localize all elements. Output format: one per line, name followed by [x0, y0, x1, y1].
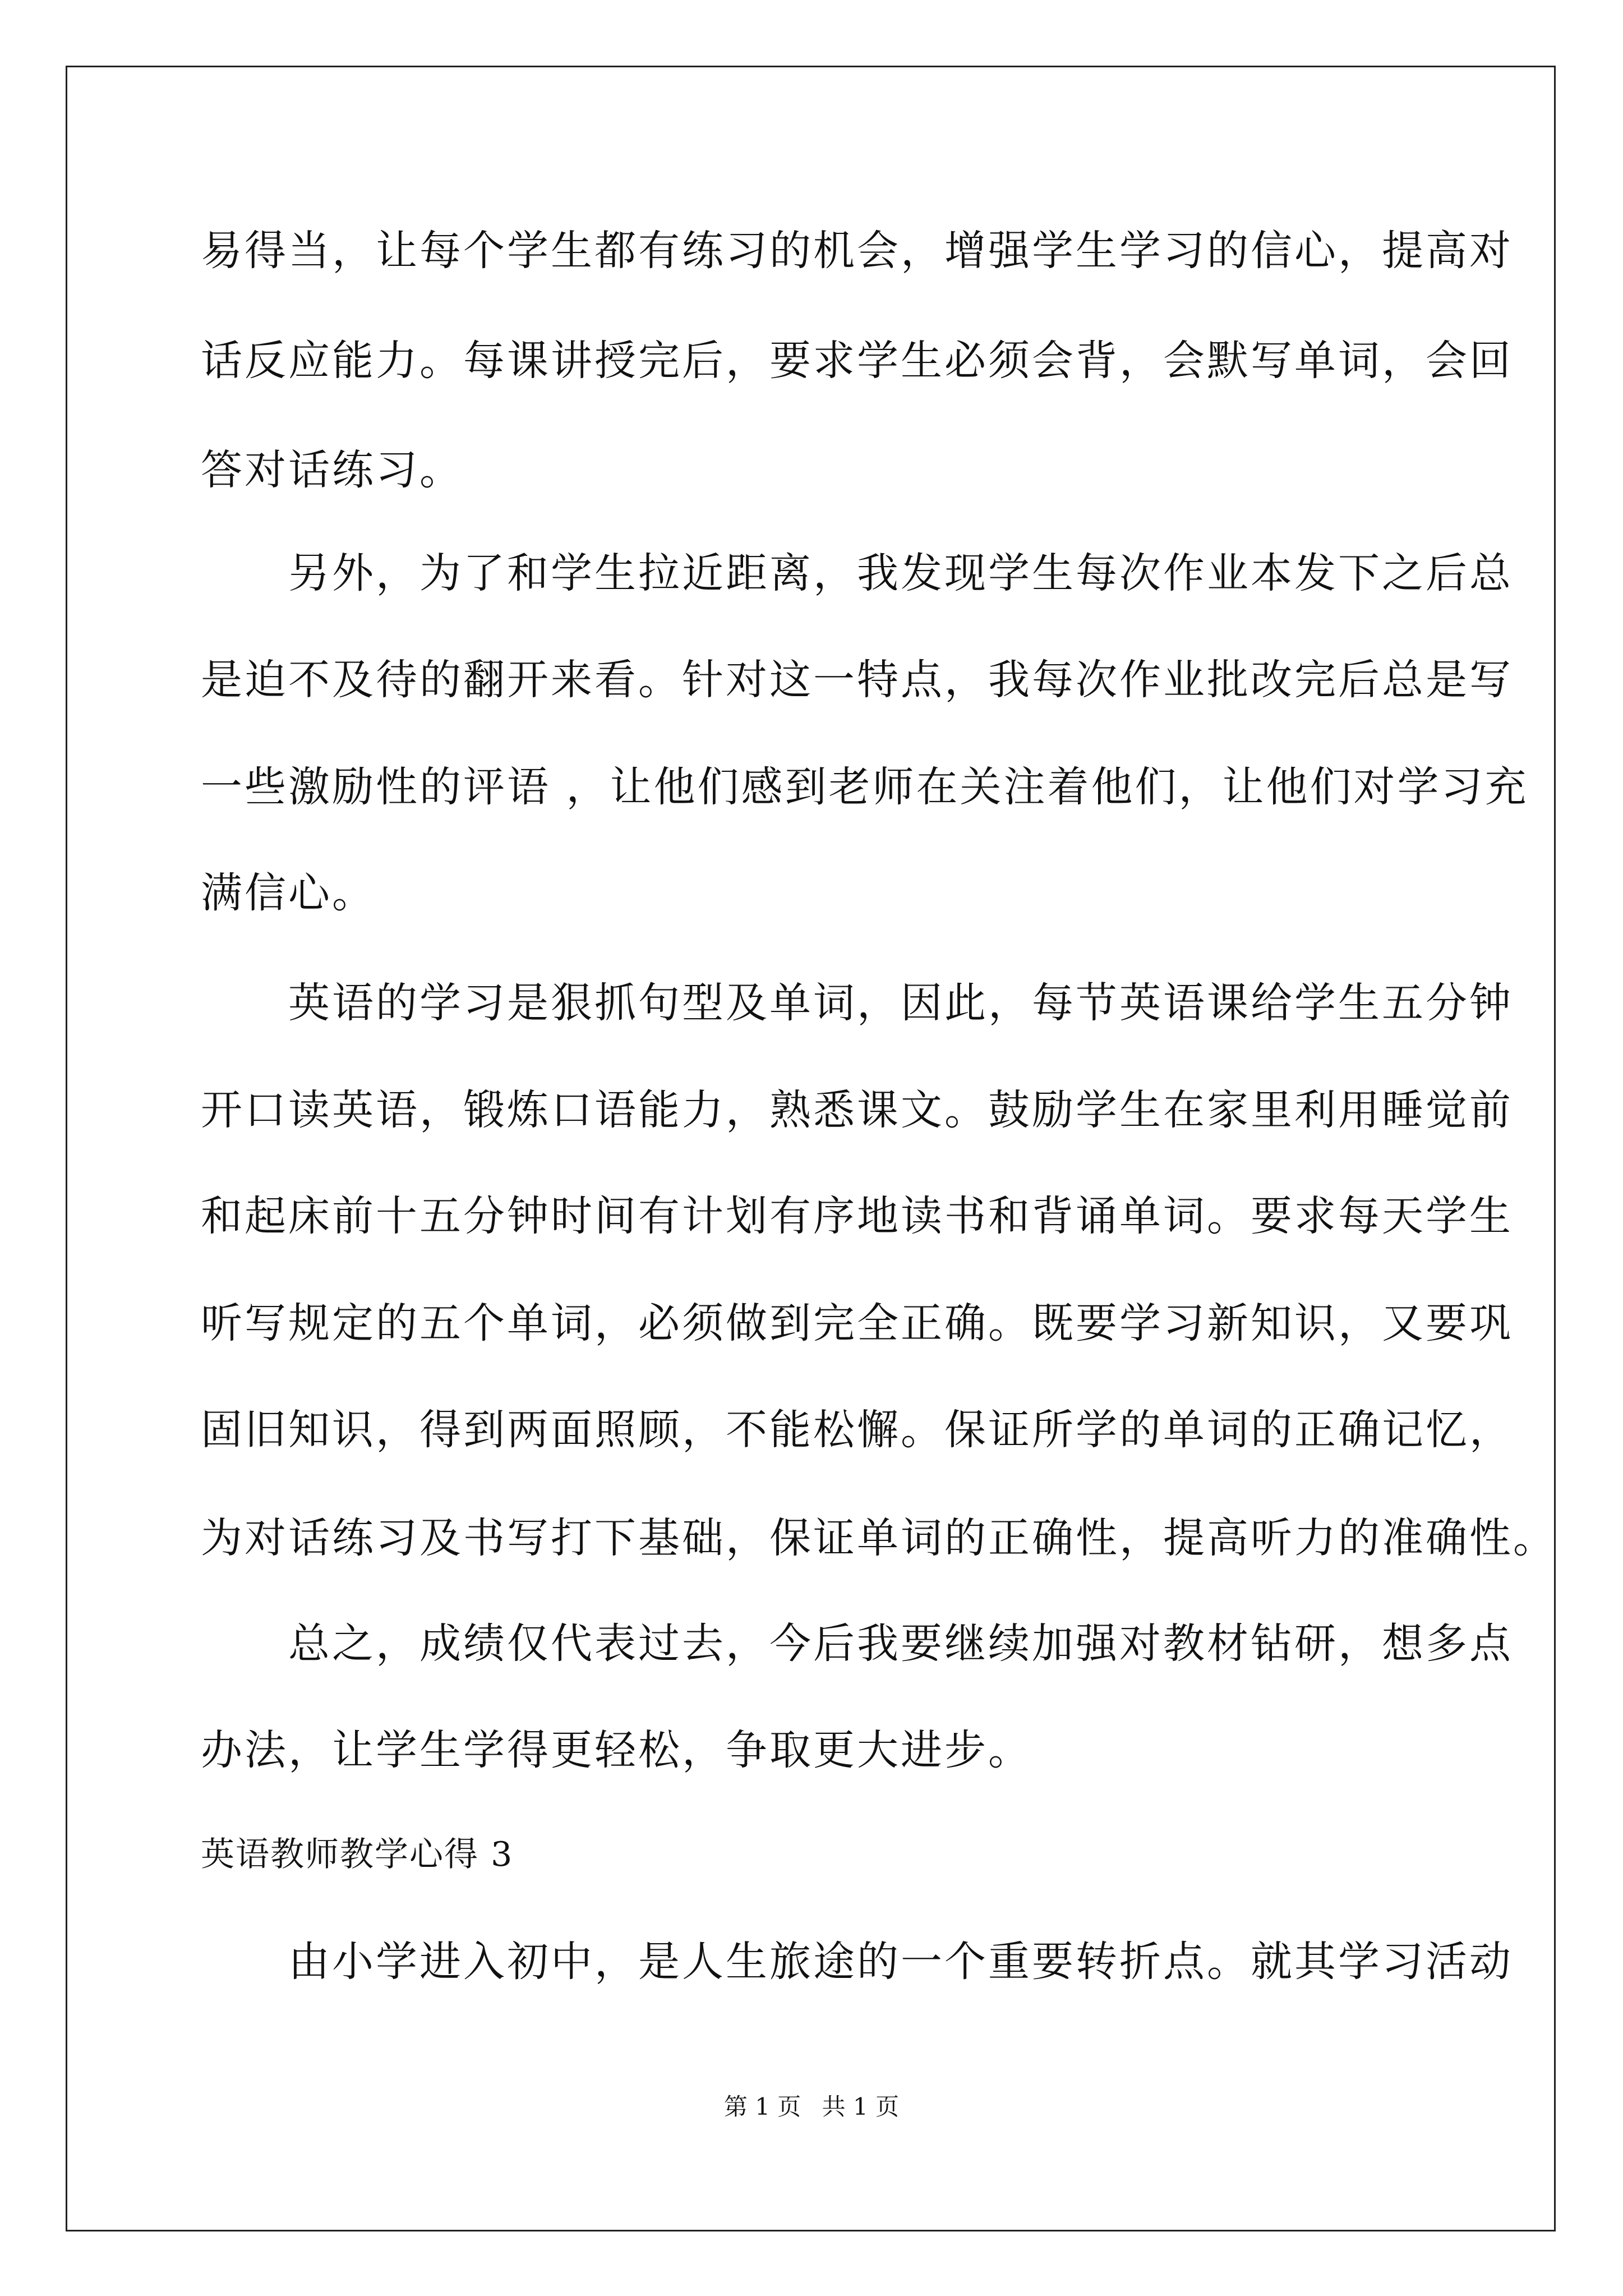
page-footer: [0, 2095, 1623, 2119]
text-line: 总之，成绩仅代表过去，今后我要继续加强对教材钻研，想多点: [201, 1619, 1513, 1668]
text-line: 是迫不及待的翻开来看。针对这一特点，我每次作业批改完后总是写: [201, 656, 1513, 704]
text-line: 听写规定的五个单词，必须做到完全正确。既要学习新知识，又要巩: [201, 1299, 1513, 1347]
text-line: 英语的学习是狠抓句型及单词，因此，每节英语课给学生五分钟: [201, 979, 1513, 1027]
page-total: 共 1 页: [822, 2093, 900, 2120]
text-line: 易得当，让每个学生都有练习的机会，增强学生学习的信心，提高对: [201, 227, 1513, 275]
text-line: 一些激励性的评语 ，让他们感到老师在关注着他们，让他们对学习充: [201, 763, 1529, 811]
text-line: 为对话练习及书写打下基础，保证单词的正确性，提高听力的准确性。: [201, 1514, 1557, 1562]
page-border: [66, 66, 1556, 2231]
text-line: 由小学进入初中，是人生旅途的一个重要转折点。就其学习活动: [201, 1938, 1513, 1986]
text-line: 答对话练习。: [201, 446, 463, 494]
text-line: 开口读英语，锻炼口语能力，熟悉课文。鼓励学生在家里利用睡觉前: [201, 1086, 1513, 1134]
text-line: 办法，让学生学得更轻松，争取更大进步。: [201, 1726, 1032, 1774]
text-line: 固旧知识，得到两面照顾，不能松懈。保证所学的单词的正确记忆，: [201, 1406, 1513, 1454]
text-line: 满信心。: [201, 869, 376, 917]
section-heading: 英语教师教学心得 3: [201, 1835, 514, 1874]
text-line: 话反应能力。每课讲授完后，要求学生必须会背，会默写单词，会回: [201, 337, 1513, 385]
page-number: 第 1 页: [723, 2093, 801, 2120]
text-line: 另外，为了和学生拉近距离，我发现学生每次作业本发下之后总: [201, 549, 1513, 597]
text-line: 和起床前十五分钟时间有计划有序地读书和背诵单词。要求每天学生: [201, 1192, 1513, 1240]
